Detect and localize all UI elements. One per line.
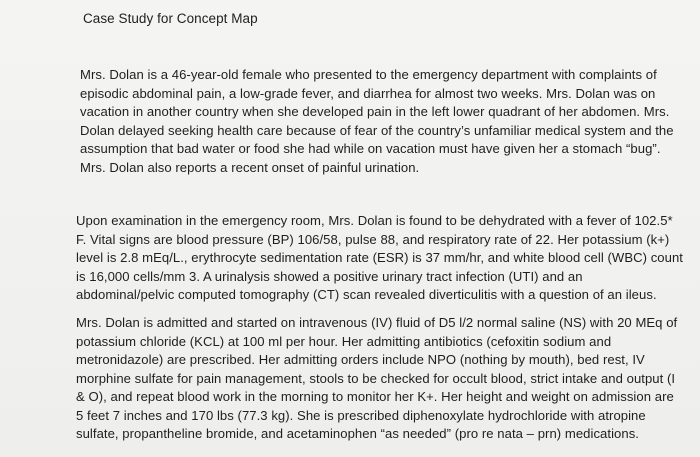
text-line: abdominal/pelvic computed tomography (CT) scan revealed diverticulitis with a question of an ileus. [76, 287, 657, 302]
document-title: Case Study for Concept Map [83, 11, 258, 26]
paragraph-presentation [80, 66, 674, 177]
text-line: sulfate, propantheline bromide, and acetaminophen “as needed” (pro re nata – prn) medications. [76, 426, 639, 441]
text-line: Upon examination in the emergency room, Mrs. Dolan is found to be dehydrated with a fever of 102.5* [76, 213, 673, 228]
text-line: level is 2.8 mEq/L., erythrocyte sedimentation rate (ESR) is 37 mm/hr, and white blood cell (WBC) count [76, 250, 683, 265]
text-line: assumption that bad water or food she had while on vacation must have given her a stomach “bug”. [80, 141, 661, 156]
text-line: episodic abdominal pain, a low-grade fever, and diarrhea for almost two weeks. Mrs. Dolan was on [80, 85, 656, 101]
paragraph-admission [76, 314, 677, 444]
text-line: metronidazole) are prescribed. Her admitting orders include NPO (nothing by mouth), bed rest, IV [76, 352, 645, 367]
paragraph-examination [76, 212, 683, 305]
text-line: F. Vital signs are blood pressure (BP) 106/58, pulse 88, and respiratory rate of 22. Her potassium (k+) [76, 231, 670, 247]
text-line: potassium chloride (KCL) at 100 ml per hour. Her admitting antibiotics (cefoxitin sodium and [76, 333, 612, 349]
text-line: Mrs. Dolan also reports a recent onset of painful urination. [80, 159, 420, 175]
text-line: Mrs. Dolan is a 46-year-old female who presented to the emergency department with complaints of [80, 67, 657, 82]
text-line: morphine sulfate for pain management, stools to be checked for occult blood, strict intake and output (I [76, 370, 676, 386]
text-line: Dolan delayed seeking health care because of fear of the country’s unfamiliar medical system and the [80, 122, 674, 138]
text-line: 5 feet 7 inches and 170 lbs (77.3 kg). She is prescribed diphenoxylate hydrochloride with atropine [76, 407, 646, 423]
text-line: & O), and repeat blood work in the morning to monitor her K+. Her height and weight on admission are [76, 389, 674, 404]
text-line: is 16,000 cells/mm 3. A urinalysis showed a positive urinary tract infection (UTI) and an [76, 268, 583, 284]
text-line: vacation in another country when she developed pain in the left lower quadrant of her abdomen. Mrs. [80, 104, 670, 119]
text-line: Mrs. Dolan is admitted and started on intravenous (IV) fluid of D5 l/2 normal saline (NS) with 20 MEq of [76, 315, 678, 330]
